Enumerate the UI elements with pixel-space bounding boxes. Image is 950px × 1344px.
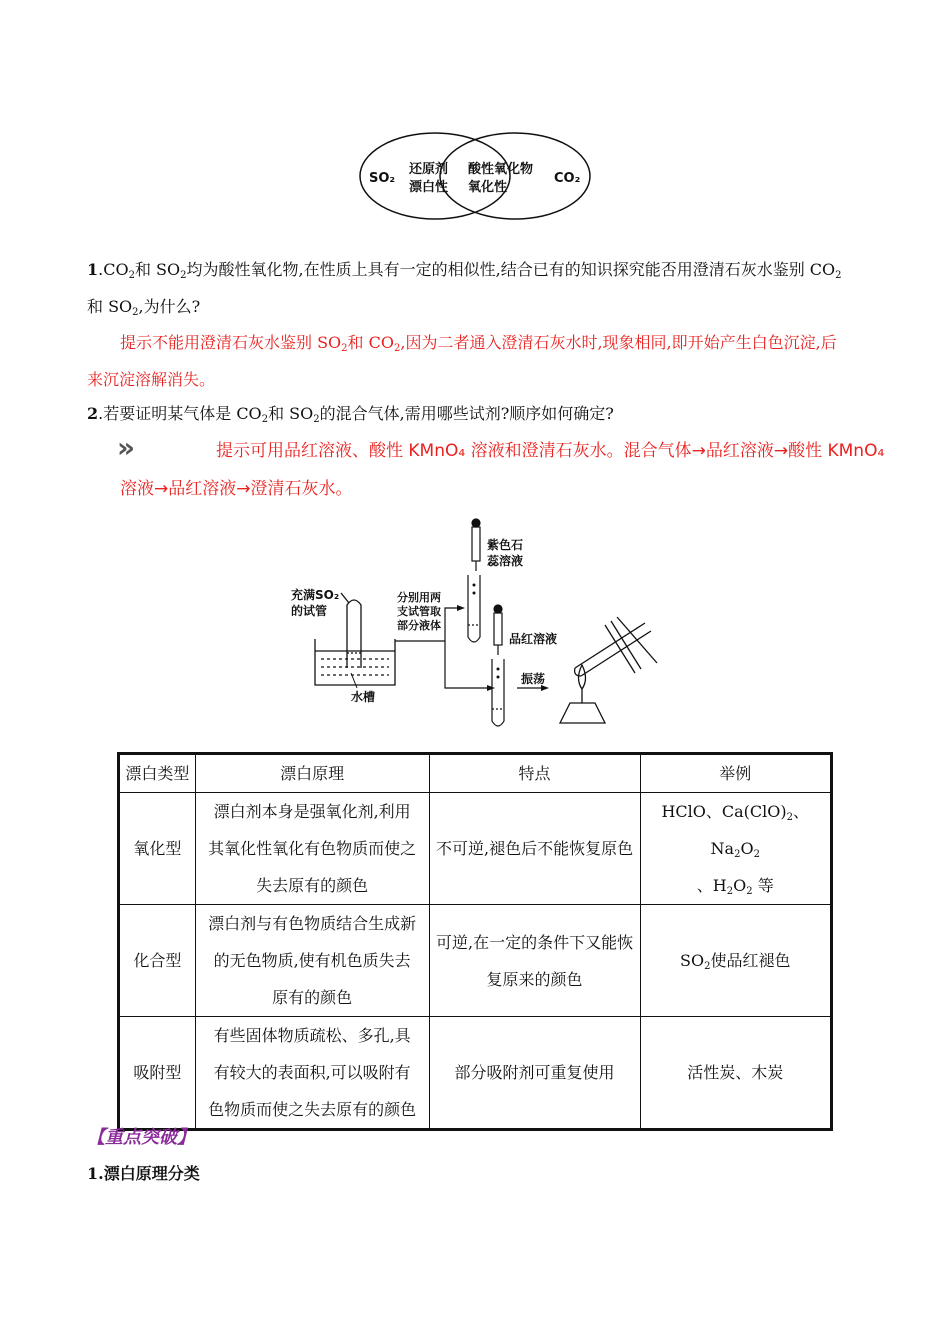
- label-tube-sog: 充满SO₂: [291, 588, 340, 602]
- label-litmus-1: 紫色石: [487, 538, 524, 552]
- q1-text-c: 均为酸性氧化物,在性质上具有一定的相似性,结合已有的知识探究能否用澄清石灰水鉴别 CO: [186, 260, 836, 279]
- table-header-cell: 举例: [640, 754, 831, 793]
- subscript: 2: [753, 849, 760, 860]
- subscript: 2: [704, 961, 711, 972]
- q1-text-b: 和 SO: [134, 260, 181, 279]
- table-header-cell: 漂白原理: [195, 754, 429, 793]
- subscript: 2: [313, 414, 320, 425]
- subheading: 1.漂白原理分类: [87, 1164, 200, 1183]
- a1-text-c: ,因为二者通入澄清石灰水时,现象相同,即开始产生白色沉淀,后: [400, 333, 837, 352]
- a1-text-a: 提示不能用澄清石灰水鉴别 SO: [120, 333, 342, 352]
- dropper-pinkred: [494, 605, 502, 655]
- subscript: 2: [180, 270, 187, 281]
- table-cell-feature: [429, 905, 640, 1017]
- venn-overlap-line2: 氧化性: [468, 180, 508, 195]
- table-cell-feature: [429, 793, 640, 905]
- question-1-line2: [87, 289, 200, 325]
- principle-line: 漂白剂本身是强氧化剂,利用: [213, 802, 411, 821]
- label-split-3: 部分液体: [397, 619, 441, 632]
- subscript: 2: [341, 343, 348, 354]
- subscript: 2: [261, 414, 269, 425]
- answer-2-line1: 提示可用品红溶液、酸性 KMnO₄ 溶液和澄清石灰水。混合气体→品红溶液→酸性 KMnO₄: [216, 441, 885, 461]
- principle-line: 其氧化性氧化有色物质而使之: [208, 839, 417, 858]
- label-trough: 水槽: [351, 690, 376, 704]
- subscript: 2: [835, 270, 842, 281]
- subscript: 2: [734, 849, 741, 860]
- double-chevron-icon: »: [117, 431, 136, 464]
- label-tube-2: 的试管: [291, 604, 328, 618]
- subscript: 2: [132, 307, 139, 318]
- label-shake: 振荡: [521, 672, 546, 686]
- question-1-number: 1: [87, 260, 99, 279]
- venn-left-line2: 漂白性: [409, 180, 449, 195]
- subscript: 2: [786, 812, 794, 823]
- q1-text-d: 和 SO: [87, 297, 133, 316]
- answer-1-line2: [87, 362, 215, 398]
- question-2-number: 2: [87, 404, 99, 423]
- table-cell-example: [640, 793, 831, 905]
- table-cell-type: 氧化型: [119, 793, 196, 905]
- table-cell-type: 吸附型: [119, 1017, 196, 1130]
- question-2: [87, 396, 614, 432]
- table-cell-feature: [429, 1017, 640, 1130]
- alcohol-lamp-heating: [560, 617, 657, 723]
- answer-1-line1: [120, 325, 837, 361]
- principle-line: 漂白剂与有色物质结合生成新: [208, 914, 417, 933]
- bleaching-table: [117, 752, 833, 1131]
- table-cell-example: 活性炭、木炭: [640, 1017, 831, 1130]
- principle-line: 色物质而使之失去原有的颜色: [208, 1100, 417, 1119]
- a1-text-d: 来沉淀溶解消失。: [87, 370, 216, 389]
- table-row: [119, 905, 832, 1017]
- label-pinkred: 品红溶液: [509, 632, 558, 646]
- feature-line: 部分吸附剂可重复使用: [454, 1063, 615, 1082]
- feature-line: 不可逆,褪色后不能恢复原色: [436, 839, 634, 858]
- venn-left-compound: SO₂: [369, 171, 396, 186]
- table-cell-type: 化合型: [119, 905, 196, 1017]
- example-line: HClO、$Ca(ClO)_2$、$Na_2O_2$: [661, 802, 810, 860]
- q2-text-b: 和 SO: [268, 404, 314, 423]
- venn-right-compound: CO₂: [554, 171, 581, 186]
- table-header-cell: 漂白类型: [119, 754, 196, 793]
- q1-text-e: ,为什么?: [138, 297, 201, 316]
- principle-line: 有些固体物质疏松、多孔,具: [213, 1026, 411, 1045]
- section-tag: 【重点突破】: [87, 1127, 195, 1148]
- q2-text-c: 的混合气体,需用哪些试剂?顺序如何确定?: [319, 404, 614, 423]
- subscript: 2: [746, 886, 753, 897]
- principle-line: 的无色物质,使有机色质失去: [213, 951, 411, 970]
- water-trough: [315, 639, 395, 685]
- table-cell-example: $SO_2$使品红褪色: [640, 905, 831, 1017]
- apparatus-diagram: [285, 513, 675, 735]
- feature-line: 可逆,在一定的条件下又能恢: [436, 932, 634, 952]
- dropper-litmus: [472, 519, 480, 571]
- venn-overlap-line1: 酸性氧化物: [468, 162, 534, 177]
- subscript: 2: [394, 343, 401, 354]
- subscript: 2: [128, 270, 135, 281]
- table-cell-principle: [195, 905, 429, 1017]
- venn-left-line1: 还原剂: [409, 162, 449, 177]
- question-1-line1: [87, 252, 842, 288]
- table-row: [119, 793, 832, 905]
- a1-text-b: 和 CO: [347, 333, 394, 352]
- principle-line: 原有的颜色: [272, 988, 353, 1007]
- principle-line: 失去原有的颜色: [256, 876, 369, 895]
- table-cell-principle: [195, 1017, 429, 1130]
- venn-diagram: [355, 128, 595, 224]
- table-row: [119, 1017, 832, 1130]
- label-split-1: 分别用两: [397, 591, 441, 604]
- table-cell-principle: [195, 793, 429, 905]
- answer-2-line2: 溶液→品红溶液→澄清石灰水。: [120, 479, 353, 499]
- q2-text-a: .若要证明某气体是 CO: [98, 404, 262, 423]
- q1-text-a: .CO: [98, 260, 129, 279]
- table-header-cell: 特点: [429, 754, 640, 793]
- label-split-2: 支试管取: [397, 605, 441, 618]
- subscript: 2: [726, 886, 734, 897]
- table-header-row: [119, 754, 832, 793]
- principle-line: 有较大的表面积,可以吸附有: [213, 1063, 411, 1082]
- label-litmus-2: 蕊溶液: [487, 554, 524, 568]
- feature-line: 复原来的颜色: [486, 969, 583, 989]
- example-line: 、$H_2O_2$ 等: [696, 876, 774, 897]
- inverted-test-tube: [341, 593, 361, 668]
